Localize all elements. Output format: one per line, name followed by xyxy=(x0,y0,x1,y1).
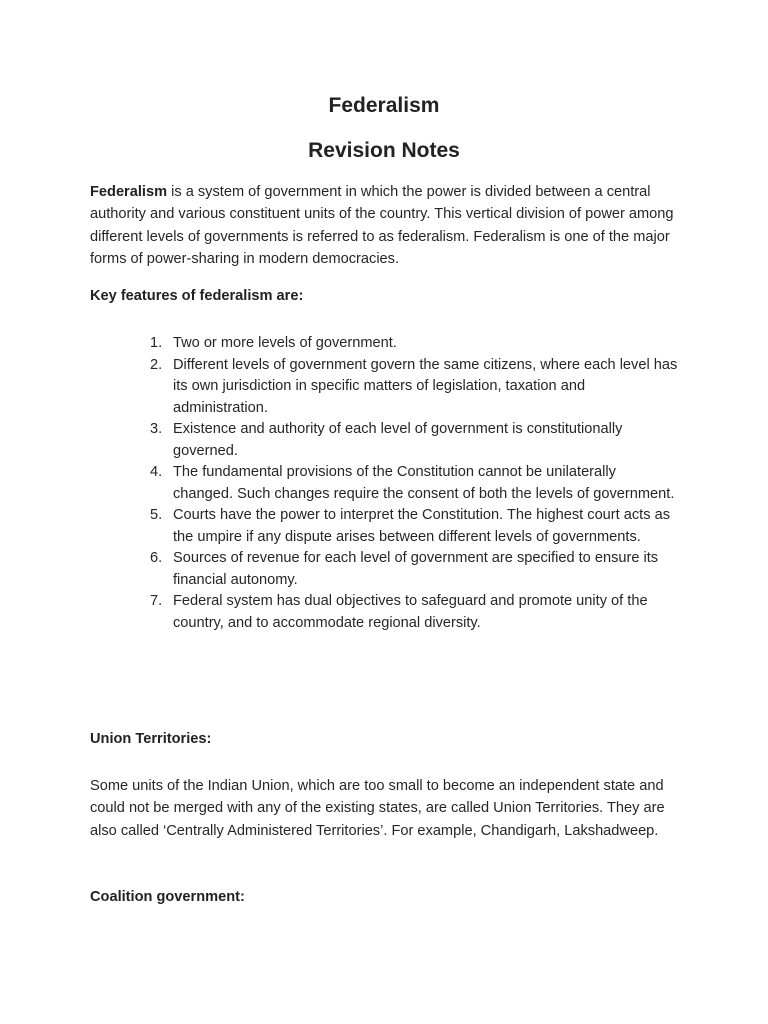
list-item xyxy=(150,505,680,548)
list-item xyxy=(150,355,680,420)
list-item-text: The fundamental provisions of the Constitution cannot be unilaterally changed. Such changes require the consent of both the levels of government. xyxy=(173,464,675,502)
list-item xyxy=(150,333,680,355)
union-territories-heading: Union Territories: xyxy=(90,731,212,747)
list-item-text: Existence and authority of each level of government is constitutionally governed. xyxy=(173,421,623,459)
list-item xyxy=(150,591,680,634)
intro-paragraph xyxy=(90,181,682,270)
document-title: Federalism xyxy=(328,94,440,117)
list-item-number: 4. xyxy=(150,464,163,480)
document-subtitle: Revision Notes xyxy=(308,139,460,162)
list-item-text: Courts have the power to interpret the Constitution. The highest court acts as the umpire if any dispute arises between different levels of governments. xyxy=(173,507,670,545)
list-item-text: Federal system has dual objectives to safeguard and promote unity of the country, and to accommodate regional diversity. xyxy=(173,593,648,631)
list-item-number: 5. xyxy=(150,507,163,523)
list-item-number: 1. xyxy=(150,335,163,351)
list-item-text: Two or more levels of government. xyxy=(173,335,397,351)
list-item xyxy=(150,548,680,591)
key-features-heading: Key features of federalism are: xyxy=(90,288,304,304)
key-features-list xyxy=(150,333,680,634)
union-territories-paragraph: Some units of the Indian Union, which are too small to become an independent state and could not be merged with any of the existing states, are called Union Territories. They are also called ‘Centrally Administered Territories’. For example, Chandigarh, Lakshadweep. xyxy=(90,778,665,839)
list-item-number: 3. xyxy=(150,421,163,437)
coalition-government-heading: Coalition government: xyxy=(90,889,245,905)
list-item-text: Different levels of government govern the same citizens, where each level has its own jurisdiction in specific matters of legislation, taxation and administration. xyxy=(173,356,678,416)
list-item xyxy=(150,462,680,505)
list-item-number: 2. xyxy=(150,356,163,373)
intro-text: is a system of government in which the power is divided between a central authority and various constituent units of the country. This vertical division of power among different levels of governments is referred to as federalism. Federalism is one of the major forms of power-sharing in modern democracies. xyxy=(90,184,674,267)
list-item xyxy=(150,419,680,462)
list-item-number: 6. xyxy=(150,550,163,566)
list-item-number: 7. xyxy=(150,593,163,609)
intro-term: Federalism xyxy=(90,184,168,200)
list-item-text: Sources of revenue for each level of government are specified to ensure its financial autonomy. xyxy=(173,550,659,588)
